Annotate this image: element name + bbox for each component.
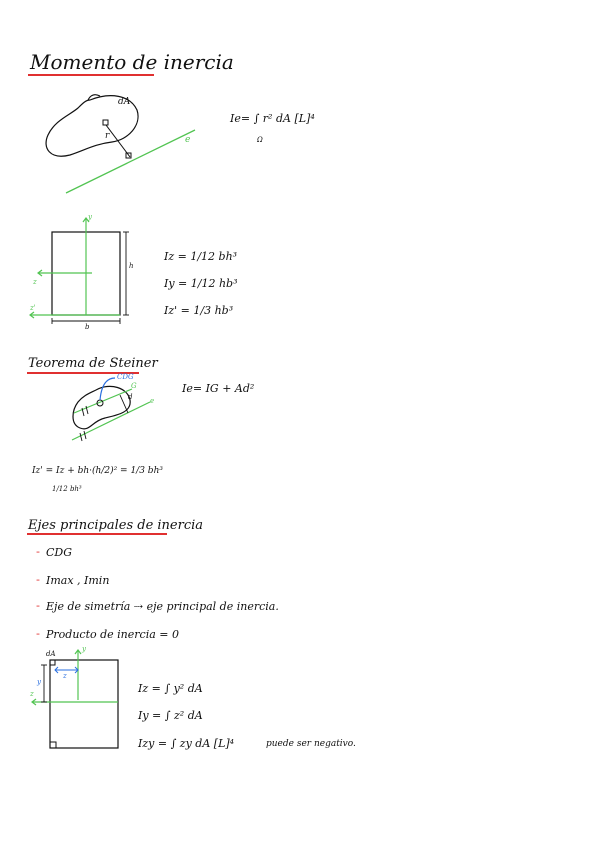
principal-f1: Iz = ∫ y² dA (138, 682, 203, 695)
label-axis-y: y (88, 213, 92, 221)
label-dim-b: b (85, 323, 90, 331)
steiner-formula: Ie= IG + Ad² (182, 382, 255, 395)
bullet-4: - (36, 627, 40, 640)
label-e-steiner: e (150, 397, 155, 405)
label-r: r (105, 131, 110, 141)
principal-item-4: Producto de inercia = 0 (46, 628, 179, 641)
formula-iy: Iy = 1/12 hb³ (164, 277, 238, 290)
bullet-2: - (36, 573, 40, 586)
label-fig-z-axis: z (30, 690, 34, 698)
principal-heading: Ejes principales de inercia (28, 518, 204, 533)
principal-note: puede ser negativo. (266, 739, 356, 749)
principal-f3: Izy = ∫ zy dA [L]⁴ (138, 737, 235, 750)
steiner-e-axis (72, 402, 150, 440)
label-axis-z1: z' (30, 304, 36, 312)
steiner-calc: Iz' = Iz + bh·(h/2)² = 1/3 bh³ (32, 466, 163, 476)
formula-iz: Iz = 1/12 bh³ (164, 250, 238, 263)
principal-rect (50, 660, 118, 748)
dA-square (103, 120, 108, 125)
steiner-calc-sub: 1/12 bh³ (52, 485, 82, 493)
principal-item-3: Eje de simetría ⇢ eje principal de inercia. (46, 600, 279, 613)
label-dim-h: h (129, 262, 134, 270)
label-cdg: CDG (117, 373, 134, 381)
page-title: Momento de inercia (30, 50, 234, 74)
r-line (106, 125, 130, 157)
label-fig-y: y (82, 645, 86, 653)
principal-item-1: CDG (46, 546, 73, 559)
steiner-heading: Teorema de Steiner (28, 356, 158, 371)
formula-iz1: Iz' = 1/3 hb³ (164, 304, 234, 317)
label-fig-z: z (63, 672, 67, 680)
label-dA: dA (118, 97, 131, 107)
label-fig-y-dim: y (37, 678, 41, 686)
label-e: e (185, 135, 191, 145)
bullet-1: - (36, 545, 40, 558)
label-axis-z: z (33, 278, 37, 286)
principal-item-2: Imax , Imin (46, 574, 110, 587)
bullet-3: - (36, 599, 40, 612)
formula-ie-sub: Ω (257, 136, 263, 144)
label-d: d (128, 393, 133, 401)
label-g: G (131, 382, 137, 390)
principal-f2: Iy = ∫ z² dA (138, 709, 203, 722)
label-fig-dA: dA (46, 650, 56, 658)
formula-ie: Ie= ∫ r² dA [L]⁴ (230, 112, 315, 125)
e-axis (66, 130, 195, 193)
principal-underline (27, 533, 167, 535)
